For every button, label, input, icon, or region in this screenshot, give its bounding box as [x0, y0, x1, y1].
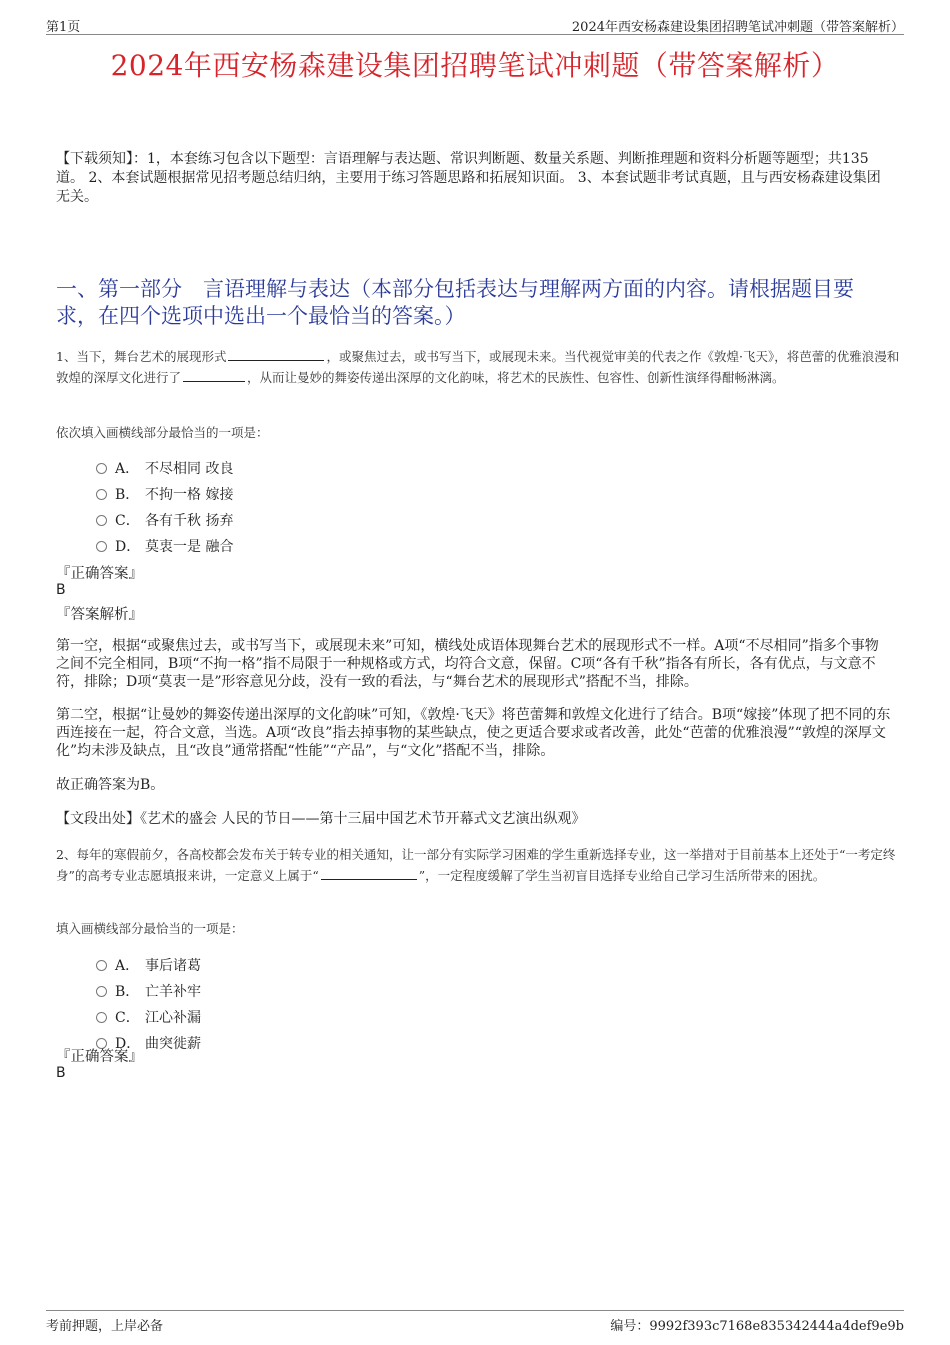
q2-option-a[interactable]: A． 事后诸葛 — [96, 955, 201, 975]
q2-answer: B — [56, 1065, 66, 1081]
q1-blank-1 — [228, 346, 324, 361]
q1-answer-label: 『正确答案』 — [56, 566, 143, 582]
q2-option-b[interactable]: B． 亡羊补牢 — [96, 981, 201, 1001]
radio-icon[interactable] — [96, 489, 107, 500]
radio-icon[interactable] — [96, 960, 107, 971]
question-2-prompt: 填入画横线部分最恰当的一项是： — [56, 921, 244, 936]
q1-source: 【文段出处】《艺术的盛会 人民的节日——第十三届中国艺术节开幕式文艺演出纵观》 — [56, 811, 586, 827]
page-number: 第1页 — [46, 20, 81, 35]
radio-icon[interactable] — [96, 986, 107, 997]
footer-slogan: 考前押题，上岸必备 — [46, 1319, 164, 1334]
q2-blank-1 — [321, 865, 417, 880]
radio-icon[interactable] — [96, 1012, 107, 1023]
q1-blank-2 — [183, 367, 245, 382]
q1-option-a[interactable]: A． 不尽相同 改良 — [96, 458, 233, 478]
q1-answer: B — [56, 582, 66, 598]
q1-analysis-1: 第一空，根据“或聚焦过去，或书写当下，或展现未来”可知，横线处成语体现舞台艺术的展现形式不一样。A项“不尽相同”指多个事物之间不完全相同，B项“不拘一格”指不局限于一种规格或方式，均符合文意，保留。C项“各有千秋”指各有所长，各有优点，与文意不符，排除；D项“莫衷一是”形容意见分歧，没有一致的看法，与“舞台艺术的展现形式”搭配不当，排除。 — [56, 638, 879, 690]
q1-option-c[interactable]: C． 各有千秋 扬弃 — [96, 510, 233, 530]
q1-option-b[interactable]: B． 不拘一格 嫁接 — [96, 484, 233, 504]
q2-option-d[interactable]: D． 曲突徙薪 — [96, 1033, 201, 1053]
question-1-text — [56, 346, 900, 388]
q1-conclusion: 故正确答案为B。 — [56, 777, 165, 793]
q1-text-b: ，或聚焦过去，或书写当下，或展现未来。当代视觉审美的代表之作《敦煌·飞天》，将芭蕾的优雅浪漫和敦煌的深厚文化进行了 — [56, 349, 900, 385]
q2-text-b: ”，一定程度缓解了学生当初盲目选择专业给自己学习生活所带来的困扰。 — [418, 868, 826, 883]
q2-text-a: 2、每年的寒假前夕，各高校都会发布关于转专业的相关通知，让一部分有实际学习困难的学生重新选择专业，这一举措对于目前基本上还处于“一考定终身”的高考专业志愿填报来讲，一定意义上属于“ — [56, 847, 896, 883]
q1-option-d[interactable]: D． 莫衷一是 融合 — [96, 536, 233, 556]
question-1-prompt: 依次填入画横线部分最恰当的一项是： — [56, 425, 269, 440]
q2-answer-label: 『正确答案』 — [56, 1049, 143, 1065]
q1-analysis-2: 第二空，根据“让曼妙的舞姿传递出深厚的文化韵味”可知，《敦煌·飞天》将芭蕾舞和敦煌文化进行了结合。B项“嫁接”体现了把不同的东西连接在一起，符合文意，当选。A项“改良”指去掉事物的某些缺点，使之更适合要求或者改善，此处“芭蕾的优雅浪漫”“敦煌的深厚文化”均未涉及缺点，且“改良”通常搭配“性能”“产品”，与“文化”搭配不当，排除。 — [56, 707, 891, 759]
footer-doc-id: 编号：9992f393c7168e835342444a4def9e9b — [610, 1319, 904, 1334]
footer-divider — [46, 1310, 904, 1311]
q1-text-a: 1、当下，舞台艺术的展现形式 — [56, 349, 227, 364]
section-heading: 一、第一部分 言语理解与表达（本部分包括表达与理解两方面的内容。请根据题目要求，在四个选项中选出一个最恰当的答案。） — [56, 277, 854, 328]
q2-option-c[interactable]: C． 江心补漏 — [96, 1007, 201, 1027]
document-title: 2024年西安杨森建设集团招聘笔试冲刺题（带答案解析） — [110, 49, 840, 82]
running-title: 2024年西安杨森建设集团招聘笔试冲刺题（带答案解析） — [571, 20, 904, 35]
question-2-text — [56, 845, 900, 886]
radio-icon[interactable] — [96, 541, 107, 552]
download-notice: 【下载须知】：1，本套练习包含以下题型：言语理解与表达题、常识判断题、数量关系题、判断推理题和资料分析题等题型；共135道。 2、本套试题根据常见招考题总结归纳，主要用于练习答题思路和拓展知识面。 3、本套试题非考试真题，且与西安杨森建设集团无关。 — [56, 151, 881, 205]
radio-icon[interactable] — [96, 515, 107, 526]
q1-analysis-label: 『答案解析』 — [56, 607, 143, 623]
header-divider — [46, 34, 904, 35]
radio-icon[interactable] — [96, 463, 107, 474]
q1-text-c: ，从而让曼妙的舞姿传递出深厚的文化韵味，将艺术的民族性、包容性、创新性演绎得酣畅淋漓。 — [247, 370, 785, 385]
